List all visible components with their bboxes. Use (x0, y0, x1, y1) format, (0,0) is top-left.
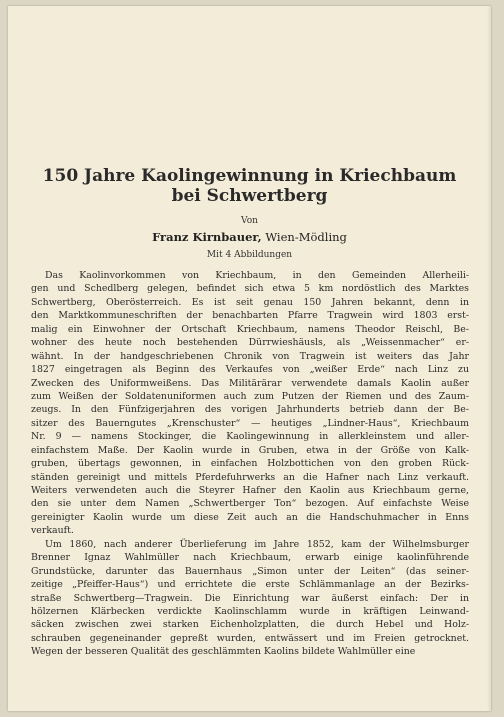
author-place: Wien-Mödling (265, 230, 347, 244)
text-line: gereinigter Kaolin wurde um diese Zeit auch an die Handschuhmacher in Enns (31, 511, 469, 523)
text-line: Brenner Ignaz Wahlmüller nach Kriechbaum, erwarb einige kaolinführende (31, 552, 469, 564)
title-line-1: 150 Jahre Kaolingewinnung in Kriechbaum (42, 166, 457, 186)
text-line: einfachstem Maße. Der Kaolin wurde in Gruben, etwa in der Größe von Kalk- (31, 444, 469, 456)
page-edge-shade (487, 6, 491, 711)
article-body (31, 269, 469, 659)
byline-von: Von (241, 216, 258, 226)
text-line: verkauft. (31, 525, 74, 537)
text-line: ständen gereinigt und mittels Pferdefuhrwerks an die Hafner nach Linz verkauft. (31, 471, 469, 483)
text-line: schrauben gegeneinander gepreßt wurden, entwässert und im Freien getrocknet. (31, 632, 469, 644)
text-line: 1827 eingetragen als Beginn des Verkaufes von „weißer Erde“ nach Linz zu (31, 364, 469, 376)
text-line: hölzernen Klärbecken verdickte Kaolinschlamm wurde in kräftigen Leinwand- (31, 605, 469, 617)
paragraph-1 (31, 269, 469, 538)
author-name: Franz Kirnbauer, (152, 230, 262, 244)
text-line: Schwertberg, Oberösterreich. Es ist seit genau 150 Jahren bekannt, denn in (31, 296, 469, 308)
text-line: den sie unter dem Namen „Schwertberger Ton“ bezogen. Auf einfachste Weise (31, 498, 469, 510)
text-line: Weiters verwendeten auch die Steyrer Hafner den Kaolin aus Kriechbaum gerne, (31, 485, 469, 496)
text-line: Zwecken des Uniformweißens. Das Militärärar verwendete damals Kaolin außer (31, 377, 469, 389)
text-line: zum Weißen der Soldatenuniformen auch zum Putzen der Riemen und des Zaum- (31, 390, 469, 402)
text-line: gen und Schedlberg gelegen, befindet sich etwa 5 km nordöstlich des Marktes (31, 283, 469, 295)
text-line: Nr. 9 — namens Stockinger, die Kaolingewinnung in allerkleinstem und aller- (31, 431, 469, 443)
text-line: den Marktkommuneschriften der benachbarten Pfarre Tragwein wird 1803 erst- (31, 310, 469, 322)
text-line: Um 1860, nach anderer Überlieferung im Jahre 1852, kam der Wilhelmsburger (45, 538, 469, 550)
text-line: sitzer des Bauerngutes „Krenschuster“ — heutiges „Lindner-Haus“, Kriechbaum (31, 417, 469, 429)
book-page (8, 6, 491, 711)
article-title (8, 166, 491, 206)
text-line: malig ein Einwohner der Ortschaft Kriechbaum, namens Theodor Reischl, Be- (31, 323, 469, 335)
text-line: gruben, übertags gewonnen, in einfachen Holzbottichen von den groben Rück- (31, 458, 469, 470)
text-line: säcken zwischen zwei starken Eichenholzplatten, die durch Hebel und Holz- (31, 619, 469, 631)
text-line: Das Kaolinvorkommen von Kriechbaum, in den Gemeinden Allerheili- (45, 270, 469, 281)
text-line: wähnt. In der handgeschriebenen Chronik von Tragwein ist weiters das Jahr (31, 350, 469, 362)
text-line: wohner des heute noch bestehenden Dürrwieshäusls, als „Weissenmacher“ er- (31, 337, 469, 349)
title-line-2: bei Schwertberg (171, 186, 328, 206)
text-line: zeitige „Pfeiffer-Haus“) und errichtete die erste Schlämmanlage an der Bezirks- (31, 579, 469, 591)
text-line: zeugs. In den Fünfzigerjahren des vorigen Jahrhunderts betrieb dann der Be- (31, 404, 469, 416)
paragraph-2 (31, 538, 469, 659)
text-line: straße Schwertberg—Tragwein. Die Einrichtung war äußerst einfach: Der in (31, 592, 469, 604)
text-line: Grundstücke, darunter das Bauernhaus „Simon unter der Leiten“ (das seiner- (31, 565, 469, 577)
text-line: Wegen der besseren Qualität des geschlämmten Kaolins bildete Wahlmüller eine (31, 646, 416, 658)
author-line (8, 230, 491, 244)
illustrations-note: Mit 4 Abbildungen (206, 250, 293, 260)
